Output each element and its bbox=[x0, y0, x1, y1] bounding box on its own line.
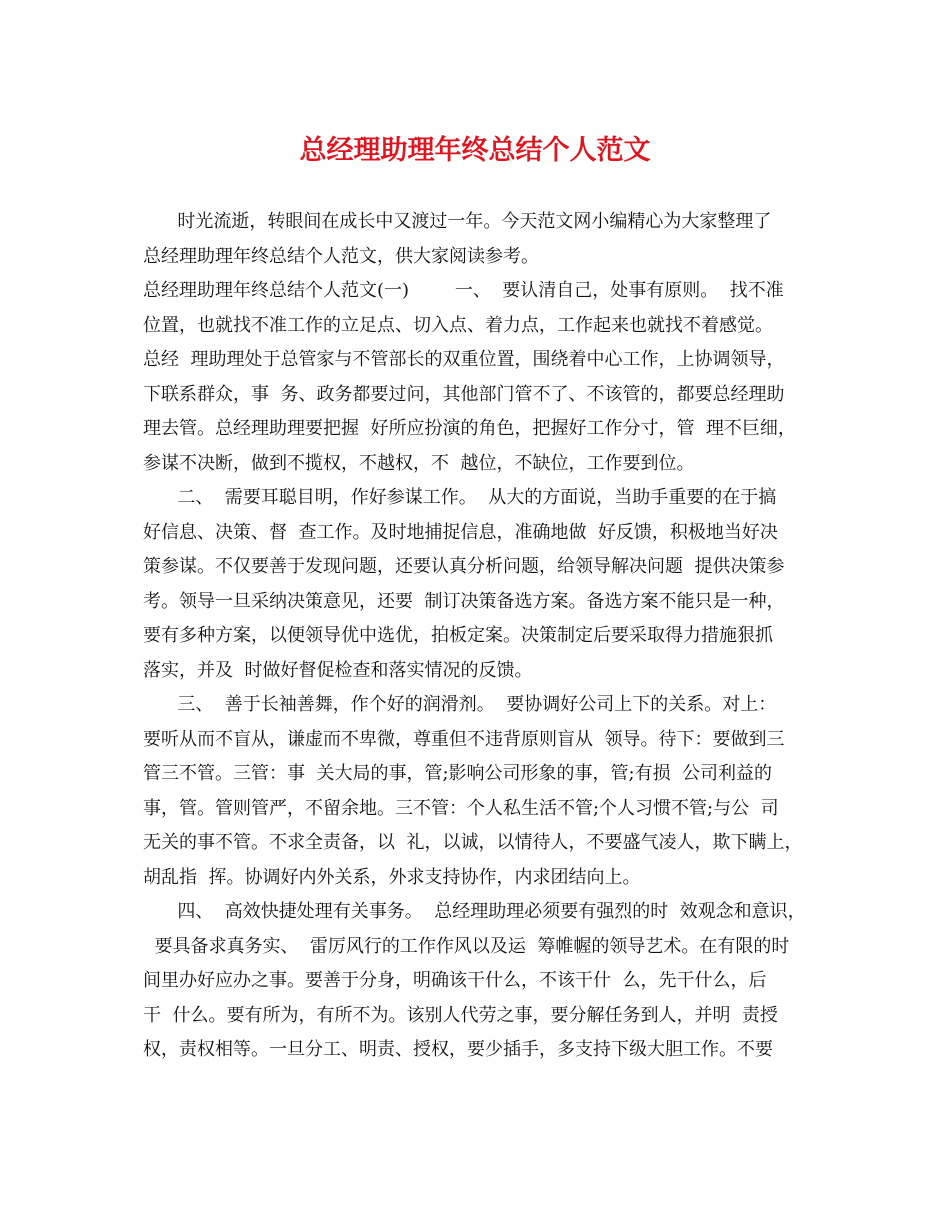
text-line: 总经 理助理处于总管家与不管部长的双重位置，围绕着中心工作，上协调领导， bbox=[143, 349, 785, 370]
text-line: 理去管。总经理助理要把握 好所应扮演的角色，把握好工作分寸，管 理不巨细， bbox=[143, 418, 796, 439]
text-line: 下联系群众，事 务、政务都要过问，其他部门管不了、不该管的，都要总经理助 bbox=[143, 383, 785, 405]
text-line: 好信息、决策、督 查工作。及时地捕捉信息，准确地做 好反馈，积极地当好决 bbox=[143, 521, 778, 543]
text-line: 间里办好应办之事。要善于分身，明确该干什么，不该干什 么，先干什么，后 bbox=[143, 970, 767, 991]
text-line: 考。领导一旦采纳决策意见，还要 制订决策备选方案。备选方案不能只是一种， bbox=[143, 590, 785, 612]
text-line: 落实，并及 时做好督促检查和落实情况的反馈。 bbox=[143, 659, 533, 681]
text-line: 权，责权相等。一旦分工、明责、授权，要少插手，多支持下级大胆工作。不要 bbox=[143, 1039, 773, 1060]
text-line: 参谋不决断，做到不揽权，不越权，不 越位，不缺位，工作要到位。 bbox=[143, 452, 695, 474]
text-line: 干 什么。要有所为，有所不为。该别人代劳之事，要分解任务到人，并明 责授 bbox=[143, 1004, 778, 1026]
text-line: 四、 高效快捷处理有关事务。 总经理助理必须要有强烈的时 效观念和意识， bbox=[143, 901, 806, 922]
document-title: 总经理助理年终总结个人范文 bbox=[299, 135, 651, 166]
text-line: 二、 需要耳聪目明，作好参谋工作。 从大的方面说，当助手重要的在于搞 bbox=[143, 487, 777, 508]
text-line: 无关的事不管。不求全责备，以 礼，以诚，以情待人，不要盛气凌人，欺下瞒上， bbox=[143, 832, 803, 853]
text-line: 要有多种方案，以便领导优中选优，拍板定案。决策制定后要采取得力措施狠抓 bbox=[143, 625, 773, 646]
text-line: 三、 善于长袖善舞，作个好的润滑剂。 要协调好公司上下的关系。对上： bbox=[143, 694, 777, 715]
text-line: 要具备求真务实、 雷厉风行的工作作风以及运 筹帷幄的领导艺术。在有限的时 bbox=[143, 935, 790, 957]
text-line: 总经理助理年终总结个人范文，供大家阅读参考。 bbox=[143, 245, 539, 267]
text-line: 策参谋。不仅要善于发现问题，还要认真分析问题，给领导解决问题 提供决策参 bbox=[143, 556, 785, 577]
text-line: 总经理助理年终总结个人范文(一) 一、 要认清自己，处事有原则。 找不准 bbox=[143, 280, 784, 301]
text-line: 时光流逝，转眼间在成长中又渡过一年。今天范文网小编精心为大家整理了 bbox=[143, 211, 772, 232]
text-line: 要听从而不盲从，谦虚而不卑微，尊重但不违背原则盲从 领导。待下：要做到三 bbox=[143, 728, 785, 750]
text-line: 事，管。管则管严，不留余地。三不管：个人私生活不管;个人习惯不管;与公 司 bbox=[143, 797, 779, 819]
text-line: 管三不管。三管：事 关大局的事，管;影响公司形象的事，管;有损 公司利益的 bbox=[143, 763, 773, 784]
text-line: 胡乱指 挥。协调好内外关系，外求支持协作，内求团结向上。 bbox=[143, 866, 641, 888]
text-line: 位置，也就找不准工作的立足点、切入点、着力点，工作起来也就找不着感觉。 bbox=[143, 314, 773, 336]
document-body bbox=[143, 205, 823, 1068]
